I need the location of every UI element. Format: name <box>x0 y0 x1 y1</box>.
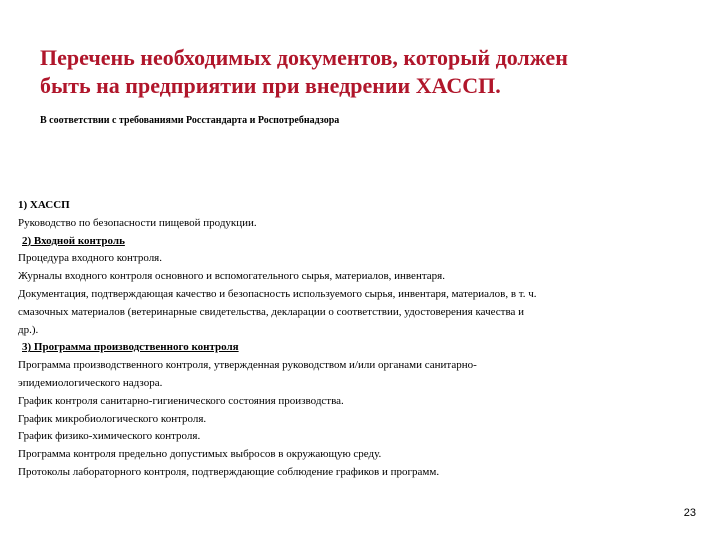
list-item: Протоколы лабораторного контроля, подтверждающие соблюдение графиков и программ. <box>18 465 440 478</box>
list-item: Документация, подтверждающая качество и безопасность используемого сырья, инвентаря, материалов, в т. ч. <box>18 287 537 300</box>
list-item: График микробиологического контроля. <box>18 412 207 425</box>
list-item: Журналы входного контроля основного и вспомогательного сырья, материалов, инвентаря. <box>18 270 445 283</box>
document-list <box>18 197 698 482</box>
list-item: эпидемиологического надзора. <box>18 376 163 389</box>
slide-title <box>40 44 680 100</box>
slide-subtitle: В соответствии с требованиями Росстандарта и Роспотребнадзора <box>40 115 340 126</box>
section-heading-production-control: 3) Программа производственного контроля <box>22 341 239 354</box>
list-item: Процедура входного контроля. <box>18 252 162 265</box>
slide-title-line: быть на предприятии при внедрении ХАССП. <box>40 73 501 98</box>
section-heading-incoming-control: 2) Входной контроль <box>22 234 125 247</box>
slide-title-line: Перечень необходимых документов, который должен <box>40 45 568 70</box>
list-item: График физико-химического контроля. <box>18 430 201 443</box>
list-item: Программа контроля предельно допустимых выбросов в окружающую среду. <box>18 448 382 461</box>
list-item: Программа производственного контроля, утвержденная руководством и/или органами санитарно- <box>18 359 477 372</box>
list-item: График контроля санитарно-гигиенического состояния производства. <box>18 394 344 407</box>
page-number: 23 <box>683 507 696 519</box>
section-heading-haccp: 1) ХАССП <box>18 199 70 211</box>
list-item: др.). <box>18 323 39 336</box>
list-item: смазочных материалов (ветеринарные свидетельства, декларации о соответствии, удостоверения качества и <box>18 305 525 318</box>
list-item: Руководство по безопасности пищевой продукции. <box>18 216 257 229</box>
